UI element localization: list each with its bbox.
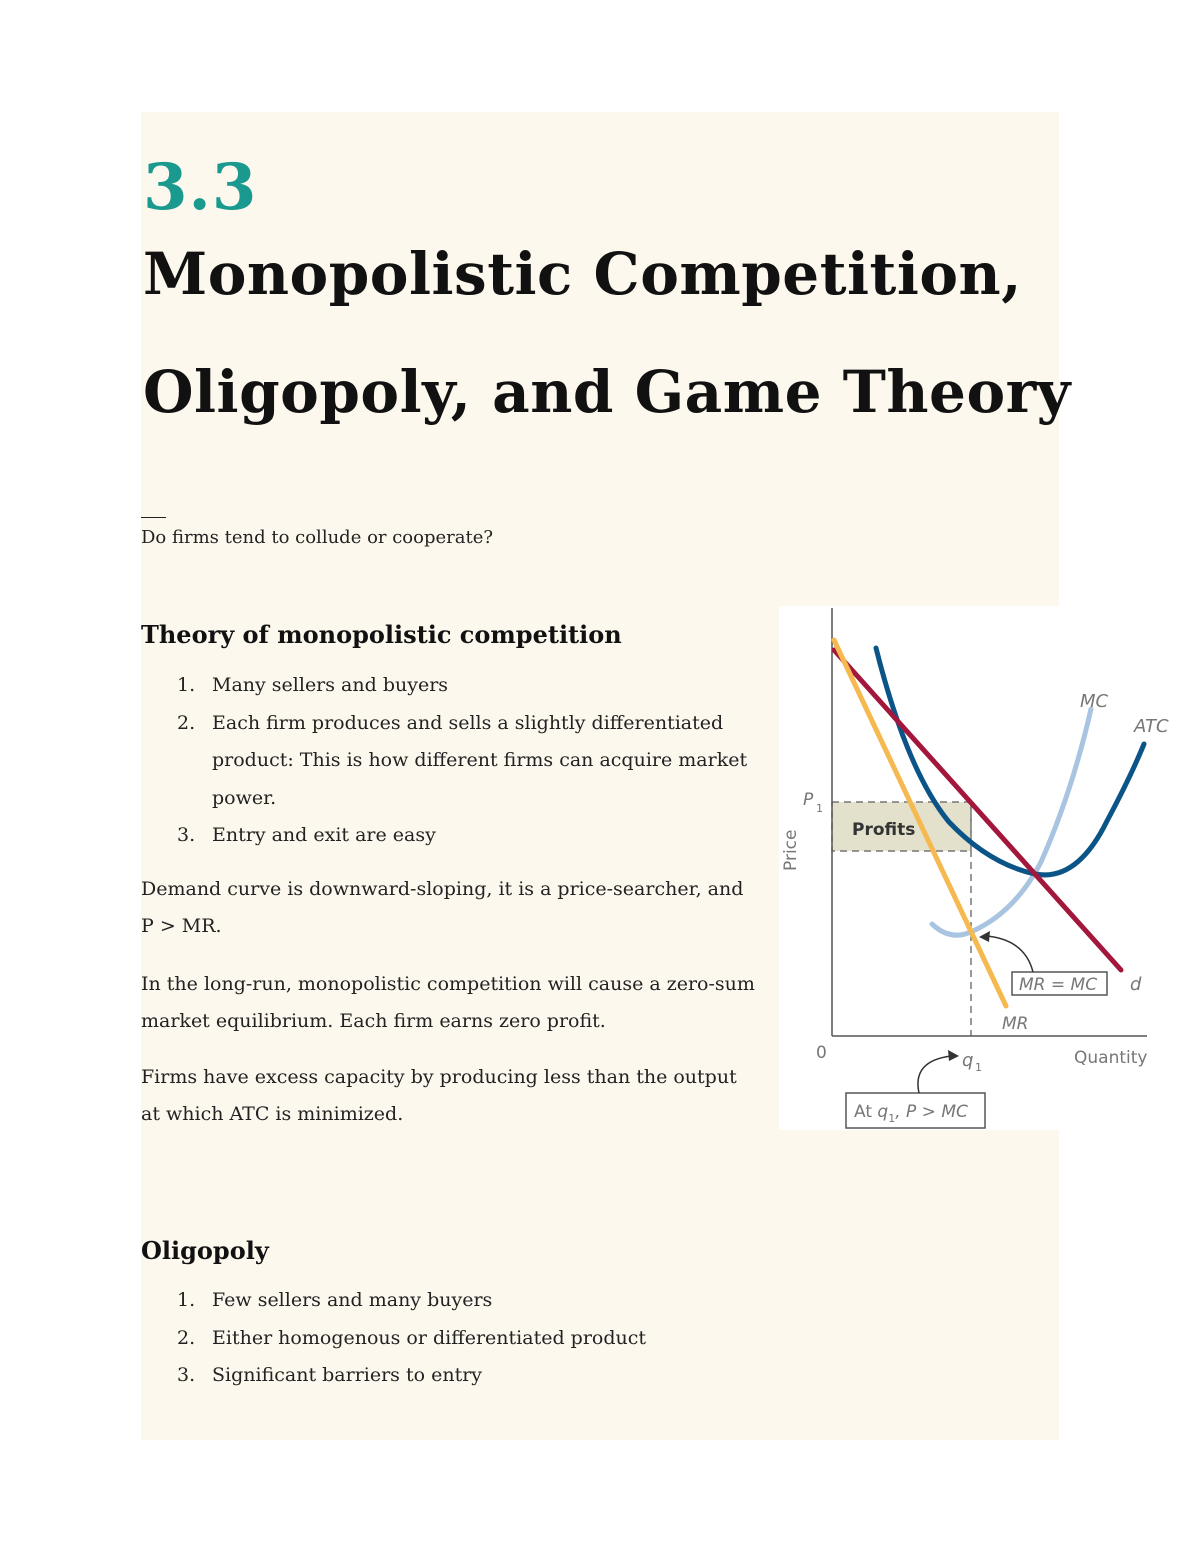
mr-mc-arrowhead [979, 931, 990, 942]
monopolistic-competition-diagram [779, 606, 1171, 1130]
list-number: 2. [177, 711, 196, 734]
callout-arrow [918, 1056, 951, 1093]
list-item-text: Significant barriers to entry [212, 1364, 483, 1386]
list-item-text: Few sellers and many buyers [212, 1289, 493, 1311]
callout-prefix: At [854, 1102, 878, 1122]
diagram-svg [779, 606, 1171, 1130]
oligopoly-characteristics-list [141, 1282, 761, 1395]
list-number: 1. [177, 674, 196, 696]
mr-equals-mc-label: MR = MC [1019, 975, 1098, 995]
list-item [141, 667, 761, 705]
list-item-text: Many sellers and buyers [212, 674, 449, 696]
list-item-text: Each firm produces and sells a slightly differentiated product: This is how different firms can acquire market power. [212, 711, 748, 809]
price-subscript: 1 [816, 802, 823, 815]
quantity-label: q [962, 1050, 974, 1071]
atc-label: ATC [1134, 716, 1169, 737]
profits-label: Profits [852, 820, 916, 840]
callout-q: q [877, 1102, 889, 1122]
list-number: 3. [177, 824, 196, 846]
x-axis-label: Quantity [1074, 1048, 1148, 1068]
list-item [141, 1320, 761, 1358]
list-item [141, 705, 761, 818]
callout-suffix: , P > MC [895, 1102, 968, 1122]
paragraph-excess-capacity: Firms have excess capacity by producing less than the output at which ATC is minimized. [141, 1066, 737, 1125]
list-item [141, 1357, 761, 1395]
section-number: 3.3 [143, 150, 258, 225]
price-label: P [803, 790, 814, 810]
quantity-subscript: 1 [975, 1061, 982, 1074]
callout-subscript: 1 [888, 1112, 896, 1125]
paragraph-demand-curve: Demand curve is downward-sloping, it is a price-searcher, and P > MR. [141, 878, 744, 937]
demand-label: d [1130, 974, 1142, 995]
y-axis-label: Price [781, 829, 801, 871]
list-number: 2. [177, 1326, 196, 1349]
mr-label: MR [1002, 1014, 1029, 1034]
list-number: 3. [177, 1364, 196, 1386]
page-title-line-2: Oligopoly, and Game Theory [143, 358, 1071, 426]
intro-question: Do firms tend to collude or cooperate? [141, 527, 494, 548]
divider [141, 517, 166, 518]
monopolistic-characteristics-list [141, 667, 761, 855]
page-title-line-1: Monopolistic Competition, [143, 240, 1022, 308]
list-item [141, 1282, 761, 1320]
mr-mc-arrow [987, 936, 1033, 972]
heading-monopolistic-competition: Theory of monopolistic competition [141, 620, 622, 649]
callout-arrowhead [948, 1050, 959, 1061]
list-item-text: Entry and exit are easy [212, 824, 436, 846]
heading-oligopoly: Oligopoly [141, 1236, 269, 1265]
list-item [141, 817, 761, 855]
paragraph-long-run: In the long-run, monopolistic competition will cause a zero-sum market equilibrium. Each firm earns zero profit. [141, 973, 755, 1032]
list-number: 1. [177, 1289, 196, 1311]
origin-label: 0 [816, 1043, 827, 1063]
callout-text [854, 1102, 968, 1125]
list-item-text: Either homogenous or differentiated product [212, 1326, 647, 1349]
mc-label: MC [1080, 691, 1109, 712]
